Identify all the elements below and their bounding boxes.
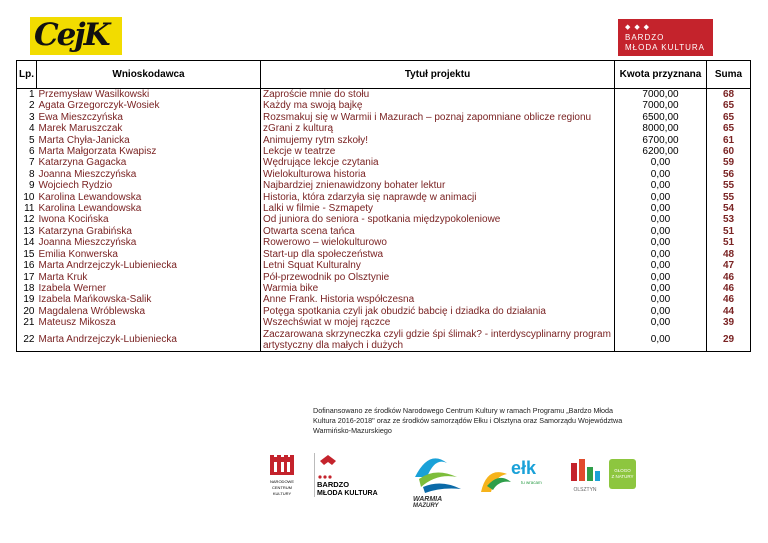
cell-lp: 3 [17,112,37,123]
header-lp: Lp. [17,61,37,89]
cell-title: Zaczarowana skrzyneczka czyli gdzie śpi ślimak? - interdyscyplinarny program artystyczny dla małych i dużych [261,329,615,352]
cell-lp: 16 [17,260,37,271]
cell-name: Agata Grzegorczyk-Wosiek [37,100,261,111]
cell-title: Pół-przewodnik po Olsztynie [261,272,615,283]
cell-name: Katarzyna Grabińska [37,226,261,237]
cell-name: Ewa Mieszczyńska [37,112,261,123]
cell-name: Marta Kruk [37,272,261,283]
nck-logo [264,453,300,498]
cell-sum: 68 [707,89,751,101]
olsztyn-text: OLSZTYN [573,487,597,493]
cell-lp: 19 [17,294,37,305]
cell-amount: 0,00 [615,214,707,225]
cell-sum: 51 [707,226,751,237]
cell-amount: 6200,00 [615,146,707,157]
results-table [16,60,751,352]
cell-sum: 46 [707,283,751,294]
cell-name: Izabela Mańkowska-Salik [37,294,261,305]
cell-sum: 51 [707,237,751,248]
cell-amount: 7000,00 [615,89,707,101]
cell-amount: 0,00 [615,283,707,294]
cell-lp: 14 [17,237,37,248]
warmia-mazury-region-logo [609,459,636,489]
table-row [17,226,751,237]
table-row [17,272,751,283]
wm-text-1: WARMIA [413,496,443,503]
table-row [17,89,751,101]
nck-text-1: NARODOWE [270,479,294,484]
olsztyn-logo [565,457,605,495]
cell-title: Otwarta scena tańca [261,226,615,237]
bmk-bottom-line2: MŁODA KULTURA [317,490,378,497]
cell-amount: 0,00 [615,294,707,305]
cell-title: Lalki w filmie - Szmapety [261,203,615,214]
cell-lp: 11 [17,203,37,214]
cell-lp: 1 [17,89,37,101]
cell-lp: 18 [17,283,37,294]
cell-name: Karolina Lewandowska [37,192,261,203]
cell-name: Wojciech Rydzio [37,180,261,191]
cell-amount: 0,00 [615,192,707,203]
cell-title: Wszechświat w mojej rączce [261,317,615,328]
cell-lp: 2 [17,100,37,111]
table-row [17,135,751,146]
cell-name: Marta Chyła-Janicka [37,135,261,146]
cell-sum: 47 [707,260,751,271]
cell-amount: 0,00 [615,180,707,191]
cell-title: Letni Squat Kulturalny [261,260,615,271]
elk-tagline: tu wracam [521,480,542,485]
table-row [17,294,751,305]
table-row [17,146,751,157]
cell-amount: 0,00 [615,249,707,260]
funding-note: Dofinansowano ze środków Narodowego Centrum Kultury w ramach Programu „Bardzo Młoda Kultura 2016-2018" oraz ze środków samorządów Ełku i Olsztyna oraz Samorządu Województwa Warmińsko-Mazurskiego [313,406,623,435]
cell-name: Magdalena Wróblewska [37,306,261,317]
bmk-line2: MŁODA KULTURA [625,43,705,52]
warmia-mazury-logo [405,447,467,507]
cell-lp: 6 [17,146,37,157]
cell-title: Start-up dla społeczeństwa [261,249,615,260]
header-title: Tytuł projektu [261,61,615,89]
cell-lp: 10 [17,192,37,203]
cell-name: Marek Maruszczak [37,123,261,134]
cell-name: Joanna Mieszczyńska [37,237,261,248]
cell-amount: 6700,00 [615,135,707,146]
cell-amount: 0,00 [615,306,707,317]
cell-name: Przemysław Wasilkowski [37,89,261,101]
header-amount: Kwota przyznana [615,61,707,89]
nck-text-2: CENTRUM [272,485,292,490]
cell-sum: 39 [707,317,751,328]
table-row [17,237,751,248]
cell-title: Potęga spotkania czyli jak obudzić babcię i dziadka do działania [261,306,615,317]
cell-name: Marta Andrzejczyk-Lubieniecka [37,329,261,352]
cell-lp: 21 [17,317,37,328]
cell-lp: 9 [17,180,37,191]
header-name: Wnioskodawca [37,61,261,89]
cell-amount: 0,00 [615,157,707,168]
cell-sum: 59 [707,157,751,168]
table-row [17,180,751,191]
wm-text-2: MAZURY [413,503,439,507]
cell-name: Marta Andrzejczyk-Lubieniecka [37,260,261,271]
table-row [17,317,751,328]
cejk-logo [30,17,122,55]
cell-amount: 0,00 [615,203,707,214]
cell-name: Mateusz Mikosza [37,317,261,328]
cell-amount: 0,00 [615,169,707,180]
table-row [17,203,751,214]
bmk-bottom-line1: BARDZO [317,480,350,489]
cell-sum: 65 [707,112,751,123]
cell-sum: 46 [707,294,751,305]
cell-amount: 0,00 [615,329,707,352]
cell-sum: 55 [707,192,751,203]
cell-title: Animujemy rytm szkoły! [261,135,615,146]
cell-sum: 60 [707,146,751,157]
cell-lp: 20 [17,306,37,317]
cell-name: Karolina Lewandowska [37,203,261,214]
cell-amount: 0,00 [615,317,707,328]
cell-sum: 65 [707,123,751,134]
table-row [17,214,751,225]
cell-amount: 0,00 [615,237,707,248]
cell-title: Wędrujące lekcje czytania [261,157,615,168]
table-row [17,112,751,123]
bardzo-mloda-kultura-logo [618,19,713,56]
table-row [17,329,751,352]
cell-amount: 8000,00 [615,123,707,134]
cell-sum: 61 [707,135,751,146]
bmk-bottom-logo [314,453,394,497]
table-row [17,123,751,134]
cell-title: Każdy ma swoją bajkę [261,100,615,111]
cell-name: Izabela Werner [37,283,261,294]
table-row [17,260,751,271]
cell-title: Wielokulturowa historia [261,169,615,180]
cell-sum: 56 [707,169,751,180]
cell-amount: 7000,00 [615,100,707,111]
cell-sum: 48 [707,249,751,260]
cell-name: Emilia Konwerska [37,249,261,260]
cell-amount: 0,00 [615,272,707,283]
cell-lp: 5 [17,135,37,146]
header-sum: Suma [707,61,751,89]
cell-amount: 0,00 [615,260,707,271]
bmk-dots: ◆ ◆ ◆ [625,24,651,31]
cell-title: Lekcje w teatrze [261,146,615,157]
cell-title: Zaproście mnie do stołu [261,89,615,101]
cell-title: Rozsmakuj się w Warmii i Mazurach – poznaj zapomniane oblicze regionu [261,112,615,123]
cell-title: Anne Frank. Historia współczesna [261,294,615,305]
elk-word: ełk [511,458,537,478]
cell-amount: 6500,00 [615,112,707,123]
cell-title: zGrani z kulturą [261,123,615,134]
table-row [17,249,751,260]
cell-lp: 4 [17,123,37,134]
cell-lp: 15 [17,249,37,260]
cell-title: Najbardziej znienawidzony bohater lektur [261,180,615,191]
table-row [17,169,751,180]
cell-lp: 7 [17,157,37,168]
cejk-logo-text: CejK [34,17,109,53]
cell-sum: 29 [707,329,751,352]
bmk-line1: BARDZO [625,33,665,42]
zk-text: GŁOGO Z NATURY [611,468,634,479]
cell-name: Katarzyna Gagacka [37,157,261,168]
cell-sum: 65 [707,100,751,111]
cell-sum: 46 [707,272,751,283]
table-body [17,89,751,352]
table-row [17,100,751,111]
cell-sum: 55 [707,180,751,191]
nck-text-3: KULTURY [272,491,292,496]
cell-lp: 13 [17,226,37,237]
cell-amount: 0,00 [615,226,707,237]
table-row [17,157,751,168]
table-header-row [17,61,751,89]
cell-title: Rowerowo – wielokulturowo [261,237,615,248]
cell-title: Warmia bike [261,283,615,294]
cell-title: Historia, która zdarzyła się naprawdę w animacji [261,192,615,203]
cell-lp: 12 [17,214,37,225]
cell-name: Joanna Mieszczyńska [37,169,261,180]
cell-title: Od juniora do seniora - spotkania międzypokoleniowe [261,214,615,225]
cell-name: Iwona Kocińska [37,214,261,225]
table-row [17,283,751,294]
cell-sum: 54 [707,203,751,214]
table-row [17,192,751,203]
cell-sum: 53 [707,214,751,225]
elk-logo [477,452,552,496]
cell-lp: 22 [17,329,37,352]
cell-lp: 8 [17,169,37,180]
cell-sum: 44 [707,306,751,317]
cell-name: Marta Małgorzata Kwapisz [37,146,261,157]
table-row [17,306,751,317]
cell-lp: 17 [17,272,37,283]
